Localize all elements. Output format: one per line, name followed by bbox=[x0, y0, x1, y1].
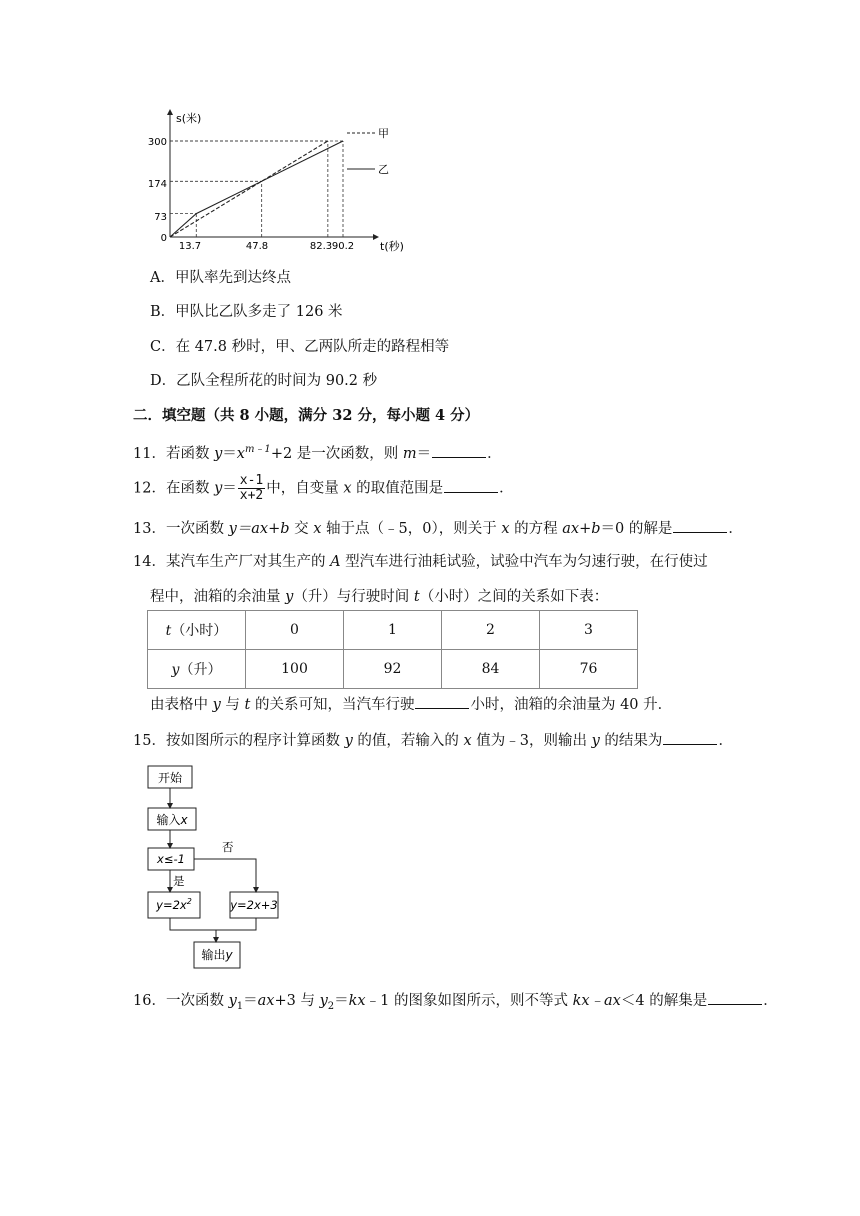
series-yi-line bbox=[170, 141, 343, 237]
q14-text: 小时，油箱的余油量为 40 升． bbox=[470, 697, 673, 713]
guide-lines bbox=[170, 141, 343, 237]
q15-text: 的值，若输入的 bbox=[352, 733, 464, 749]
table-cell: 2 bbox=[442, 611, 540, 650]
q15-text: ． bbox=[718, 733, 733, 749]
fraction-numerator: x-1 bbox=[239, 473, 264, 488]
q16-formula: kx﹣ax bbox=[572, 993, 621, 1009]
flow-start-label: 开始 bbox=[157, 771, 183, 785]
q14-text: 的关系可知，当汽车行驶 bbox=[250, 697, 415, 713]
answer-blank[interactable] bbox=[415, 694, 469, 709]
q14-var: t bbox=[244, 697, 251, 713]
q14-var: y bbox=[285, 589, 294, 605]
flow-yes-label: 是 bbox=[173, 874, 185, 888]
table-cell: 3 bbox=[540, 611, 638, 650]
q15-var: y bbox=[344, 733, 353, 749]
answer-blank[interactable] bbox=[432, 443, 486, 458]
q11-text: ＝ bbox=[222, 445, 237, 462]
q12-text: 的取值范围是 bbox=[351, 480, 444, 497]
question-13 bbox=[133, 518, 743, 539]
q12-text: ＝ bbox=[222, 480, 237, 497]
answer-blank[interactable] bbox=[673, 518, 727, 533]
q13-formula: y＝ax+b bbox=[228, 521, 290, 537]
fraction bbox=[238, 474, 265, 503]
q14-var: t bbox=[413, 589, 420, 605]
option-b: B．甲队比乙队多走了 126 米 bbox=[150, 304, 343, 320]
flow-input-label: 输入x bbox=[156, 813, 188, 827]
question-14-line-2 bbox=[150, 587, 608, 607]
option-c: C．在 47.8 秒时，甲、乙两队所走的路程相等 bbox=[150, 339, 450, 355]
q13-formula: ax+b bbox=[562, 521, 601, 537]
flow-condition-label: x≤-1 bbox=[157, 852, 185, 866]
table-cell: 84 bbox=[442, 650, 540, 689]
q16-text: 一次函数 bbox=[165, 993, 229, 1009]
q16-formula: kx bbox=[348, 993, 366, 1009]
q13-text: ＝0 的解是 bbox=[600, 521, 673, 537]
table-cell: 0 bbox=[246, 611, 344, 650]
x-tick-label: 47.8 bbox=[245, 241, 269, 252]
q16-subscript: 1 bbox=[236, 1000, 244, 1012]
legend-yi-label: 乙 bbox=[378, 163, 389, 176]
question-number: 11． bbox=[133, 445, 166, 462]
q15-text: 按如图所示的程序计算函数 bbox=[165, 733, 345, 749]
distance-time-chart bbox=[147, 104, 450, 256]
table-row bbox=[148, 650, 638, 689]
q16-text: ＝ bbox=[243, 993, 258, 1009]
q15-var: x bbox=[463, 733, 472, 749]
q13-text: 轴于点（﹣5，0），则关于 bbox=[321, 521, 502, 537]
q13-text: ． bbox=[728, 521, 743, 537]
flow-output-label: 输出y bbox=[201, 948, 233, 962]
table-cell: 76 bbox=[540, 650, 638, 689]
table-cell: 92 bbox=[344, 650, 442, 689]
answer-blank[interactable] bbox=[444, 478, 498, 493]
q13-var: x bbox=[501, 521, 510, 537]
x-tick-label: 90.2 bbox=[331, 241, 355, 252]
legend-jia-label: 甲 bbox=[378, 127, 389, 140]
flow-left-label: $y=2x^2$ bbox=[156, 897, 192, 912]
question-14-line-3 bbox=[150, 694, 672, 715]
q13-text: 交 bbox=[289, 521, 314, 537]
q16-text: +3 与 bbox=[274, 993, 320, 1009]
question-11 bbox=[133, 440, 502, 464]
x-axis-label: t(秒) bbox=[380, 240, 404, 253]
q14-text: 型汽车进行油耗试验，试验中汽车为匀速行驶，在行使过 bbox=[340, 554, 708, 570]
q16-text: ＝ bbox=[334, 993, 349, 1009]
q11-var: m bbox=[402, 445, 417, 462]
q16-text: ． bbox=[763, 993, 778, 1009]
y-axis-label: s(米) bbox=[176, 112, 202, 125]
q11-var: y bbox=[214, 445, 223, 462]
q14-text: 与 bbox=[220, 697, 245, 713]
table-header-cell: y（升） bbox=[148, 650, 246, 689]
q11-exponent: m﹣1 bbox=[244, 444, 271, 455]
option-a: A．甲队率先到达终点 bbox=[150, 270, 291, 286]
question-12 bbox=[133, 474, 514, 503]
question-number: 12． bbox=[133, 480, 166, 497]
q14-text: （小时）之间的关系如下表： bbox=[419, 589, 609, 605]
fuel-table bbox=[147, 610, 638, 689]
q14-text: 某汽车生产厂对其生产的 bbox=[165, 554, 331, 570]
section-title: 二．填空题（共 8 小题，满分 32 分，每小题 4 分） bbox=[133, 407, 480, 424]
table-cell: 100 bbox=[246, 650, 344, 689]
y-tick-label: 73 bbox=[154, 212, 167, 223]
flow-right-label: y=2x+3 bbox=[230, 898, 278, 912]
y-tick-label: 174 bbox=[147, 179, 167, 190]
q16-formula: ax bbox=[257, 993, 275, 1009]
q14-text: 程中，油箱的余油量 bbox=[150, 589, 286, 605]
flowchart bbox=[140, 762, 290, 972]
q14-text: 由表格中 bbox=[150, 697, 213, 713]
q13-text: 的方程 bbox=[509, 521, 563, 537]
question-15 bbox=[133, 730, 733, 751]
answer-blank[interactable] bbox=[663, 730, 717, 745]
q12-var: x bbox=[343, 480, 352, 497]
q14-var: y bbox=[212, 697, 221, 713]
series-jia-line bbox=[170, 141, 328, 237]
q11-text: 若函数 bbox=[165, 445, 215, 462]
question-number: 16． bbox=[133, 993, 166, 1009]
table-cell: 1 bbox=[344, 611, 442, 650]
q16-var: y bbox=[319, 993, 328, 1009]
q16-subscript: 2 bbox=[327, 1000, 335, 1012]
question-16 bbox=[133, 990, 778, 1017]
table-header-cell: t（小时） bbox=[148, 611, 246, 650]
table-row bbox=[148, 611, 638, 650]
option-d: D．乙队全程所花的时间为 90.2 秒 bbox=[150, 373, 378, 389]
q11-text: +2 是一次函数，则 bbox=[270, 445, 403, 462]
y-tick-label: 0 bbox=[160, 233, 167, 244]
q12-text: ． bbox=[499, 480, 514, 497]
q15-text: 的结果为 bbox=[599, 733, 663, 749]
flow-no-label: 否 bbox=[222, 840, 234, 854]
q11-var: x bbox=[236, 445, 245, 462]
q13-var: x bbox=[313, 521, 322, 537]
q15-text: 值为﹣3，则输出 bbox=[471, 733, 592, 749]
y-tick-label: 300 bbox=[147, 137, 167, 148]
question-number: 14． bbox=[133, 554, 166, 570]
answer-blank[interactable] bbox=[708, 990, 762, 1005]
series-lines bbox=[170, 141, 343, 237]
q11-text: ． bbox=[487, 445, 502, 462]
q16-var: y bbox=[228, 993, 237, 1009]
q12-text: 在函数 bbox=[165, 480, 215, 497]
q12-var: y bbox=[214, 480, 223, 497]
q13-text: 一次函数 bbox=[165, 521, 229, 537]
question-number: 15． bbox=[133, 733, 166, 749]
q14-var: A bbox=[330, 554, 341, 570]
q16-text: ＜4 的解集是 bbox=[620, 993, 708, 1009]
question-14-line-1 bbox=[133, 552, 708, 572]
x-tick-label: 82.3 bbox=[309, 241, 333, 252]
x-tick-label: 13.7 bbox=[178, 241, 202, 252]
q16-text: ﹣1 的图象如图所示，则不等式 bbox=[365, 993, 573, 1009]
q14-text: （升）与行驶时间 bbox=[293, 589, 414, 605]
q15-var: y bbox=[591, 733, 600, 749]
q11-text: ＝ bbox=[416, 445, 432, 462]
q12-text: 中，自变量 bbox=[266, 480, 344, 497]
question-number: 13． bbox=[133, 521, 166, 537]
fraction-denominator: x+2 bbox=[239, 488, 264, 503]
